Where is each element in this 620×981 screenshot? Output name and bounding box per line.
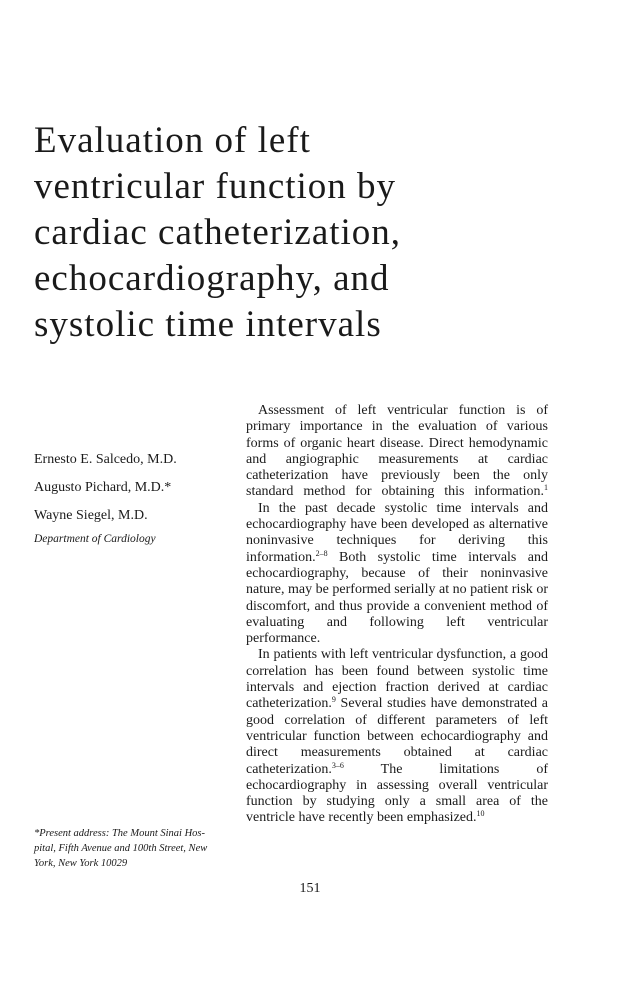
reference-superscript: 1 (544, 483, 548, 493)
paragraph-text: In the past decade systolic time intervals and echocardiography have been developed as alternative noninvasive techniques for deriving this information. (246, 500, 548, 565)
footnote-line: *Present address: The Mount Sinai Hos- (34, 828, 205, 839)
paragraph-text: Assessment of left ventricular function is of primary importance in the evaluation of various forms of organic heart disease. Direct hemodynamic and angiographic measurements at cardiac catheterization have previously been the only standard method for obtaining this information. (246, 403, 548, 500)
title-line: echocardiography, and (34, 258, 390, 299)
paragraph-text: The limitations of echocardiography in assessing overall ventricular function by studying only a small area of the ventricle have recently been emphasized. (246, 761, 548, 826)
article-title (34, 118, 594, 348)
paragraph-text: Several studies have demonstrated a good correlation of different parameters of left ventricular function between echocardiography and direct measurements obtained at cardiac catheterization. (246, 696, 548, 777)
author-name: Wayne Siegel, M.D. (34, 508, 148, 523)
address-footnote (34, 826, 234, 871)
reference-superscript: 2–8 (315, 548, 328, 558)
title-line: Evaluation of left (34, 120, 311, 161)
author-name: Augusto Pichard, M.D.* (34, 480, 172, 495)
title-line: systolic time intervals (34, 304, 382, 345)
author-block (34, 451, 234, 545)
body-paragraph (246, 501, 548, 648)
author-name: Ernesto E. Salcedo, M.D. (34, 452, 177, 467)
footnote-line: York, New York 10029 (34, 858, 128, 869)
page-number: 151 (299, 881, 321, 896)
body-paragraph (246, 647, 548, 826)
paragraph-text: In patients with left ventricular dysfunction, a good correlation has been found between systolic time intervals and ejection fraction derived at cardiac catheterization. (246, 647, 548, 712)
body-paragraph (246, 403, 548, 501)
reference-superscript: 3–6 (331, 760, 344, 770)
title-line: ventricular function by (34, 166, 397, 207)
footnote-line: pital, Fifth Avenue and 100th Street, New (34, 843, 208, 854)
paragraph-text: Both systolic time intervals and echocardiography, because of their noninvasive nature, may be performed serially at no patient risk or discomfort, and thus provide a convenient method of evaluating and following left ventricular performance. (246, 549, 548, 647)
body-text-column (246, 403, 548, 827)
reference-superscript: 9 (331, 695, 336, 705)
department-affiliation: Department of Cardiology (34, 533, 156, 545)
title-line: cardiac catheterization, (34, 212, 402, 253)
reference-superscript: 10 (476, 809, 485, 819)
